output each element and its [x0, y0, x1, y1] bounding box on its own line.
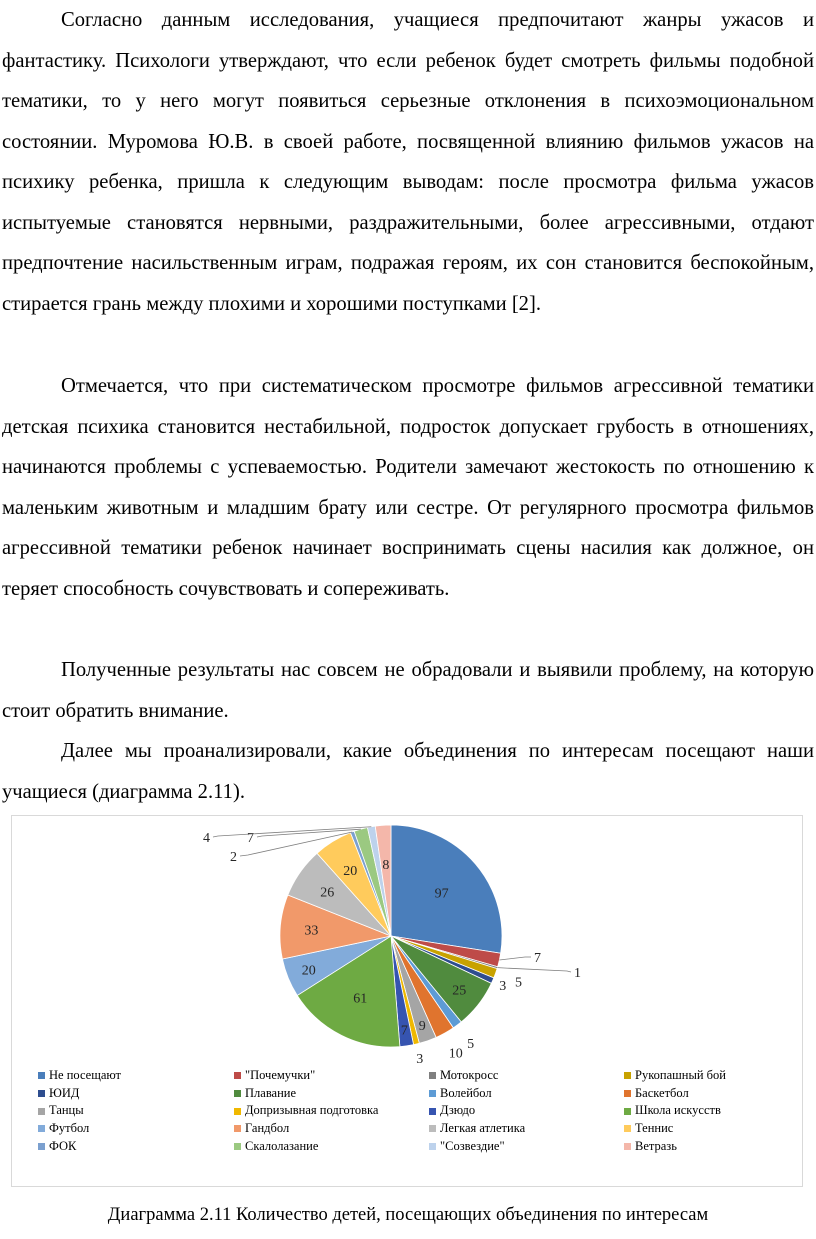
pie-data-label: 10 [448, 1046, 463, 1062]
pie-data-label: 20 [301, 963, 316, 979]
legend-label: "Созвездие" [440, 1138, 505, 1153]
legend-item [429, 1102, 624, 1120]
pie-data-label: 8 [382, 858, 390, 874]
legend-swatch [234, 1143, 241, 1150]
pie-data-label: 7 [400, 1023, 408, 1039]
pie-data-label: 26 [320, 885, 335, 901]
legend-label: Футбол [49, 1121, 90, 1136]
pie-data-label: 7 [534, 951, 541, 966]
legend-swatch [234, 1125, 241, 1132]
legend-item [234, 1138, 429, 1156]
pie-data-label: 2 [230, 850, 237, 865]
legend-label: Гандбол [245, 1121, 290, 1136]
legend-label: ФОК [49, 1138, 77, 1153]
legend-label: Школа искусств [635, 1103, 721, 1118]
paragraph-1: Согласно данным исследования, учащиеся предпочитают жанры ужасов и фантастику. Психологи утверждают, что если ребенок будет смотреть фильмы подобной тематики, то у него могут появиться серьезные отклонения в психоэмоциональном состоянии. Муромова Ю.В. в своей работе, посвященной влиянию фильмов ужасов на психику ребенка, пришла к следующим выводам: после просмотра фильма ужасов испытуемые становятся нервными, раздражительными, более агрессивными, отдают предпочтение насильственным играм, подражая героям, их сон становится беспокойным, стирается грань между плохими и хорошими поступками [2]. [2, 9, 814, 315]
legend-label: "Почемучки" [245, 1068, 316, 1082]
pie-data-label: 5 [467, 1036, 475, 1052]
pie-data-label: 3 [499, 979, 507, 995]
legend-swatch [38, 1125, 45, 1132]
pie-data-label: 61 [353, 991, 368, 1007]
legend-swatch [234, 1072, 241, 1079]
legend-label: Скалолазание [245, 1138, 319, 1153]
legend-swatch [624, 1090, 631, 1097]
pie-data-label: 3 [416, 1052, 424, 1066]
pie-chart [12, 816, 802, 1066]
legend-label: Ветразь [635, 1138, 677, 1153]
legend-item [234, 1067, 429, 1085]
pie-data-label: 7 [247, 831, 254, 846]
legend-swatch [624, 1108, 631, 1115]
legend-swatch [624, 1125, 631, 1132]
legend-label: Дзюдо [440, 1103, 476, 1118]
legend-label: Рукопашный бой [635, 1068, 726, 1082]
legend-swatch [624, 1072, 631, 1079]
legend-label: Танцы [49, 1103, 84, 1118]
legend-item [429, 1138, 624, 1156]
legend-swatch [234, 1108, 241, 1115]
legend-item [38, 1085, 234, 1103]
legend-swatch [38, 1090, 45, 1097]
legend-item [624, 1138, 798, 1156]
legend-item [38, 1067, 234, 1085]
legend-label: Допризывная подготовка [245, 1103, 379, 1118]
legend-swatch [38, 1072, 45, 1079]
pie-data-label: 4 [203, 831, 210, 846]
pie-data-label: 97 [434, 886, 449, 902]
legend-item [234, 1102, 429, 1120]
pie-leader-line [499, 957, 531, 960]
paragraph-4: Далее мы проанализировали, какие объединения по интересам посещают наши учащиеся (диаграмма 2.11). [2, 740, 814, 803]
pie-data-label: 5 [515, 975, 523, 991]
legend-item [234, 1120, 429, 1138]
legend-item [38, 1138, 234, 1156]
pie-leader-line [497, 968, 571, 972]
legend-item [38, 1102, 234, 1120]
legend-swatch [429, 1090, 436, 1097]
legend-swatch [38, 1108, 45, 1115]
pie-data-label: 20 [343, 863, 358, 879]
legend-label: Теннис [635, 1121, 674, 1136]
legend-swatch [429, 1125, 436, 1132]
legend-swatch [429, 1072, 436, 1079]
chart-legend [38, 1067, 798, 1156]
paragraph-2: Отмечается, что при систематическом просмотре фильмов агрессивной тематики детская психика становится нестабильной, подросток допускает грубость в отношениях, начинаются проблемы с успеваемостью. Родители замечают жестокость по отношению к маленьким животным и младшим брату или сестре. От регулярного просмотра фильмов агрессивной тематики ребенок начинает воспринимать сцены насилия как должное, он теряет способность сочувствовать и сопереживать. [2, 375, 814, 600]
legend-label: Мотокросс [440, 1068, 499, 1082]
legend-swatch [234, 1090, 241, 1097]
legend-swatch [624, 1143, 631, 1150]
legend-item [624, 1120, 798, 1138]
legend-label: Легкая атлетика [440, 1121, 526, 1136]
pie-data-label: 33 [304, 923, 319, 939]
legend-label: Плавание [245, 1085, 297, 1100]
legend-item [624, 1102, 798, 1120]
chart-caption: Диаграмма 2.11 Количество детей, посещающих объединения по интересам [107, 1205, 709, 1225]
pie-chart-container [11, 815, 803, 1187]
pie-data-label: 1 [574, 966, 581, 981]
pie-data-label: 25 [452, 983, 467, 999]
legend-label: ЮИД [49, 1085, 80, 1100]
legend-item [429, 1085, 624, 1103]
legend-item [624, 1085, 798, 1103]
legend-swatch [429, 1143, 436, 1150]
legend-item [624, 1067, 798, 1085]
legend-item [429, 1120, 624, 1138]
legend-label: Волейбол [440, 1085, 492, 1100]
legend-item [38, 1120, 234, 1138]
legend-item [429, 1067, 624, 1085]
legend-label: Не посещают [49, 1068, 122, 1082]
pie-data-label: 9 [418, 1019, 426, 1035]
legend-item [234, 1085, 429, 1103]
legend-swatch [429, 1108, 436, 1115]
paragraph-3: Полученные результаты нас совсем не обрадовали и выявили проблему, на которую стоит обратить внимание. [2, 659, 814, 722]
legend-label: Баскетбол [635, 1085, 689, 1100]
legend-swatch [38, 1143, 45, 1150]
